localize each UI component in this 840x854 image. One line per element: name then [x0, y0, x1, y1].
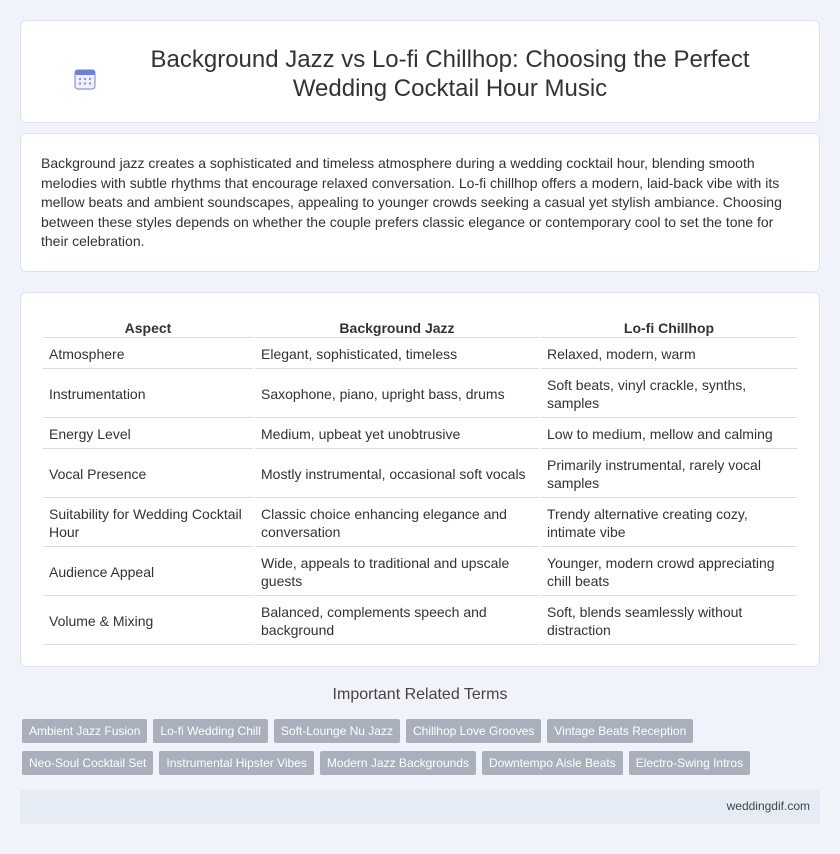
- tag-link[interactable]: Electro-Swing Intros: [629, 751, 750, 775]
- footer-site-link[interactable]: weddingdif.com: [726, 799, 810, 813]
- row-lofi: Trendy alternative creating cozy, intimate vibe: [541, 500, 797, 547]
- tag-link[interactable]: Modern Jazz Backgrounds: [320, 751, 476, 775]
- row-lofi: Younger, modern crowd appreciating chill beats: [541, 549, 797, 596]
- comparison-card: [20, 292, 820, 667]
- row-lofi: Primarily instrumental, rarely vocal samples: [541, 451, 797, 498]
- row-jazz: Elegant, sophisticated, timeless: [255, 340, 539, 369]
- tag-link[interactable]: Instrumental Hipster Vibes: [159, 751, 314, 775]
- tag-row: [22, 751, 782, 775]
- tag-link[interactable]: Vintage Beats Reception: [547, 719, 693, 743]
- tag-link[interactable]: Chillhop Love Grooves: [406, 719, 541, 743]
- row-aspect: Instrumentation: [43, 371, 253, 418]
- related-terms-title: Important Related Terms: [332, 686, 508, 703]
- table-row: [43, 451, 797, 498]
- tag-link[interactable]: Ambient Jazz Fusion: [22, 719, 147, 743]
- row-aspect: Suitability for Wedding Cocktail Hour: [43, 500, 253, 547]
- tag-row: [22, 719, 782, 743]
- tag-link[interactable]: Lo-fi Wedding Chill: [153, 719, 268, 743]
- row-lofi: Soft beats, vinyl crackle, synths, samples: [541, 371, 797, 418]
- intro-card: [20, 133, 820, 272]
- header-aspect: Aspect: [43, 318, 253, 338]
- tag-link[interactable]: Downtempo Aisle Beats: [482, 751, 623, 775]
- table-row: [43, 549, 797, 596]
- row-aspect: Atmosphere: [43, 340, 253, 369]
- row-aspect: Audience Appeal: [43, 549, 253, 596]
- table-row: [43, 340, 797, 369]
- table-row: [43, 371, 797, 418]
- row-jazz: Saxophone, piano, upright bass, drums: [255, 371, 539, 418]
- table-row: [43, 598, 797, 645]
- row-aspect: Energy Level: [43, 420, 253, 449]
- comparison-table: [41, 316, 799, 647]
- footer: [20, 790, 820, 824]
- table-header-row: [43, 318, 797, 338]
- header-jazz: Background Jazz: [255, 318, 539, 338]
- row-lofi: Low to medium, mellow and calming: [541, 420, 797, 449]
- tag-link[interactable]: Soft-Lounge Nu Jazz: [274, 719, 400, 743]
- row-aspect: Volume & Mixing: [43, 598, 253, 645]
- row-jazz: Mostly instrumental, occasional soft vocals: [255, 451, 539, 498]
- title-card: [20, 20, 820, 123]
- intro-paragraph: Background jazz creates a sophisticated and timeless atmosphere during a wedding cocktail hour, blending smooth melodies with subtle rhythms that encourage relaxed conversation. Lo-fi chillhop offers a modern, laid-back vibe with its mellow beats and ambient soundscapes, appealing to younger crowds seeking a casual yet stylish ambiance. Choosing between these styles depends on whether the couple prefers classic elegance or contemporary cool to set the tone for their celebration.: [41, 155, 782, 250]
- row-jazz: Wide, appeals to traditional and upscale guests: [255, 549, 539, 596]
- page-title: Background Jazz vs Lo-fi Chillhop: Choosing the Perfect Wedding Cocktail Hour Music: [150, 46, 750, 102]
- tag-link[interactable]: Neo-Soul Cocktail Set: [22, 751, 153, 775]
- related-terms-tags: [22, 719, 782, 783]
- calendar-icon: [73, 67, 97, 91]
- header-lofi: Lo-fi Chillhop: [541, 318, 797, 338]
- row-lofi: Relaxed, modern, warm: [541, 340, 797, 369]
- row-jazz: Classic choice enhancing elegance and conversation: [255, 500, 539, 547]
- row-jazz: Balanced, complements speech and background: [255, 598, 539, 645]
- row-aspect: Vocal Presence: [43, 451, 253, 498]
- row-lofi: Soft, blends seamlessly without distraction: [541, 598, 797, 645]
- row-jazz: Medium, upbeat yet unobtrusive: [255, 420, 539, 449]
- table-row: [43, 500, 797, 547]
- table-row: [43, 420, 797, 449]
